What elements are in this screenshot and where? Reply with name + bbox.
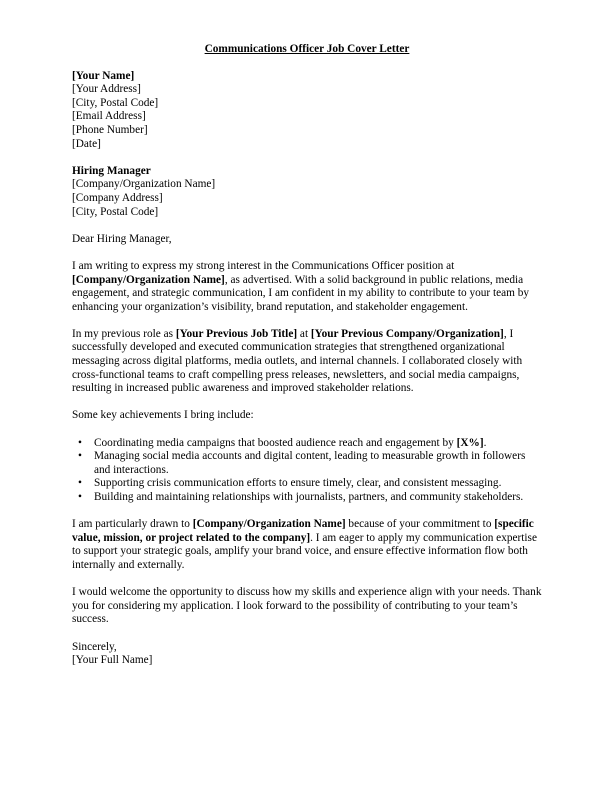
- sender-city: [City, Postal Code]: [72, 96, 159, 109]
- closing: Sincerely,: [72, 640, 117, 653]
- sender-date: [Date]: [72, 137, 101, 150]
- list-item: • Building and maintaining relationships with journalists, partners, and community stakeholders.: [72, 491, 542, 505]
- paragraph-experience: [72, 328, 542, 396]
- text-run: at: [297, 327, 311, 340]
- achievements-list: [72, 437, 542, 505]
- recipient-city: [City, Postal Code]: [72, 205, 159, 218]
- achievements-intro: Some key achievements I bring include:: [72, 409, 254, 422]
- text-run: .: [483, 436, 487, 449]
- recipient-title: Hiring Manager: [72, 164, 151, 177]
- recipient-company: [Company/Organization Name]: [72, 178, 216, 191]
- sender-name: [Your Name]: [72, 69, 135, 82]
- paragraph-intro: [72, 260, 542, 314]
- sender-email: [Email Address]: [72, 110, 146, 123]
- paragraph-motivation: [72, 518, 542, 572]
- text-run: Coordinating media campaigns that boosted audience reach and engagement by: [94, 436, 457, 449]
- company-placeholder: [Company/Organization Name]: [72, 273, 225, 286]
- recipient-address: [Company Address]: [72, 191, 163, 204]
- text-run: , I successfully developed and executed communication strategies that strengthened organizational messaging across digital platforms, media outlets, and internal channels. I collaborated closely with cross-functional teams to craft compelling press releases, newsletters, and social media campaigns, resulting in increased public awareness and improved stakeholder relations.: [72, 327, 523, 395]
- signature-name: [Your Full Name]: [72, 654, 153, 667]
- text-run: I am particularly drawn to: [72, 518, 193, 531]
- sender-phone: [Phone Number]: [72, 123, 148, 136]
- job-title-placeholder: [Your Previous Job Title]: [175, 327, 298, 340]
- percent-placeholder: [X%]: [456, 436, 484, 449]
- letter-page: [72, 43, 542, 668]
- list-item: • Supporting crisis communication efforts to ensure timely, clear, and consistent messaging.: [72, 477, 542, 491]
- company-placeholder: [Company/Organization Name]: [192, 518, 346, 531]
- text-run: , as advertised. With a solid background in public relations, media engagement, and strategic communication, I am confident in my ability to contribute to your team by enhancing your organization’s visibility, brand reputation, and stakeholder engagement.: [72, 273, 530, 313]
- sender-address: [Your Address]: [72, 83, 141, 96]
- recipient-block: [72, 165, 542, 219]
- signature-block: [72, 641, 542, 668]
- previous-company-placeholder: [Your Previous Company/Organization]: [310, 327, 504, 340]
- list-item: • Managing social media accounts and digital content, leading to measurable growth in followers and interactions.: [72, 450, 542, 477]
- text-run: I am writing to express my strong interest in the Communications Officer position at: [72, 259, 455, 272]
- company-value-placeholder: [specific value, mission, or project related to the company]: [72, 518, 534, 544]
- text-run: In my previous role as: [72, 327, 176, 340]
- paragraph-closing: I would welcome the opportunity to discuss how my skills and experience align with your needs. Thank you for considering my application. I look forward to the possibility of contributing to your team’s success.: [72, 586, 542, 626]
- sender-block: [72, 70, 542, 152]
- document-title: Communications Officer Job Cover Letter: [204, 43, 410, 55]
- list-item: [72, 437, 542, 451]
- text-run: . I am eager to apply my communication expertise to support your strategic goals, amplify your brand voice, and ensure effective information flow both internally and externally.: [72, 531, 537, 571]
- text-run: because of your commitment to: [345, 518, 495, 531]
- salutation: Dear Hiring Manager,: [72, 232, 172, 245]
